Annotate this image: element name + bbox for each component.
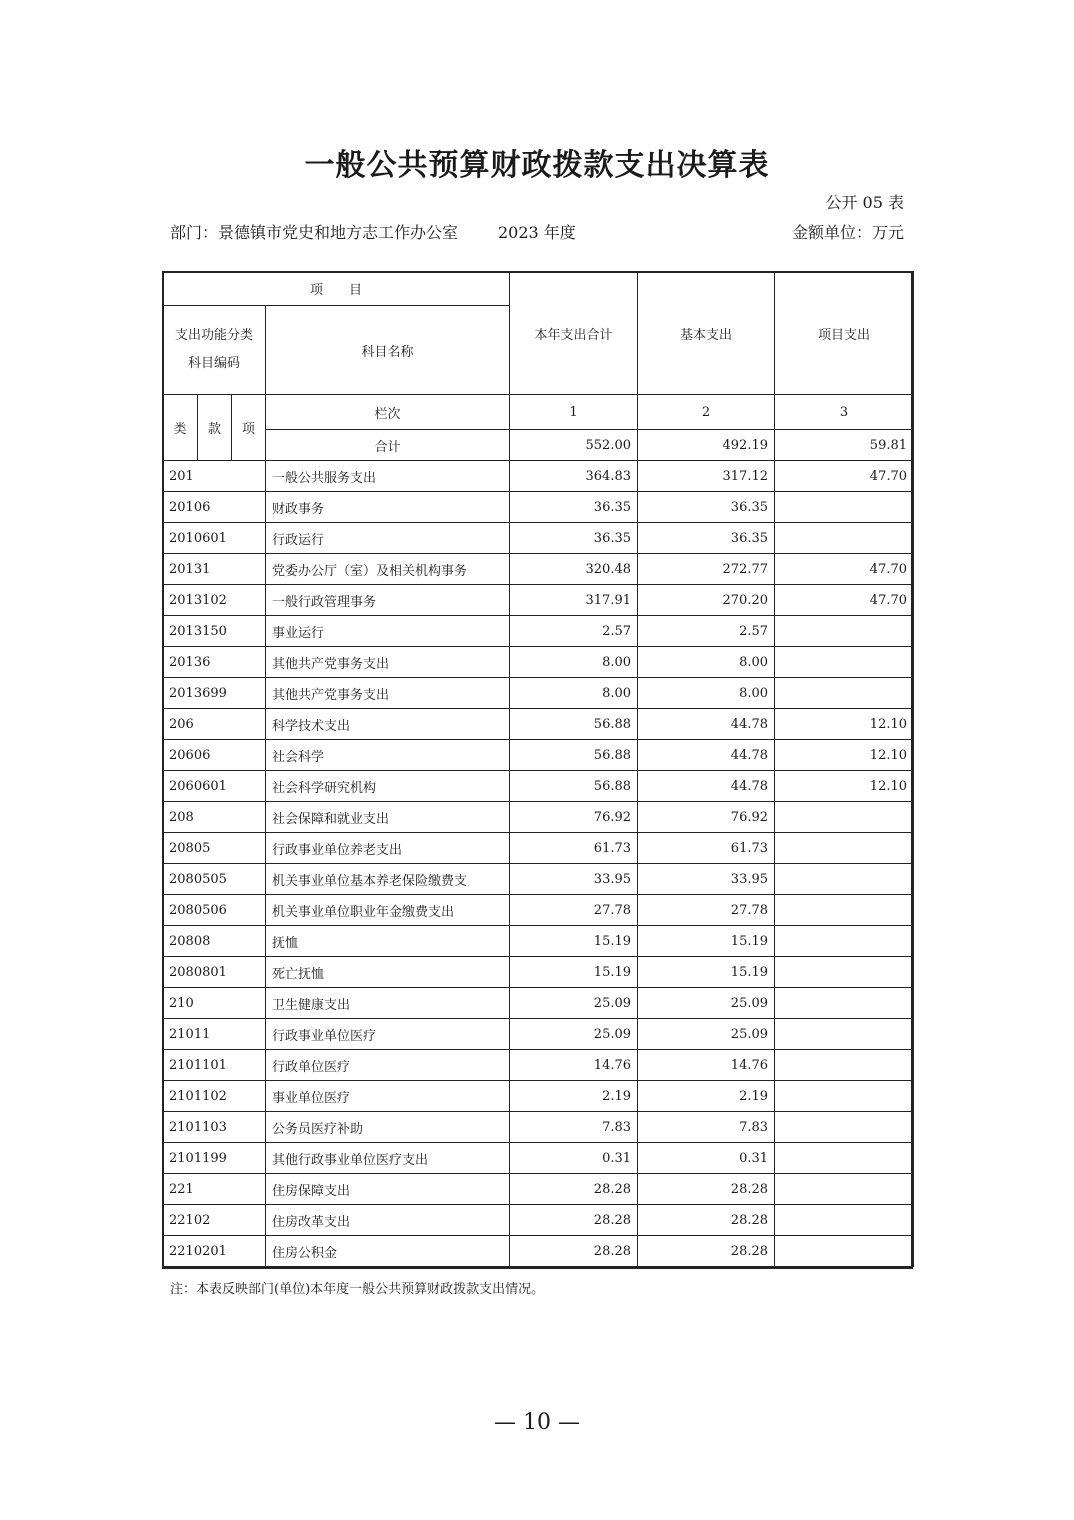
row-project bbox=[775, 802, 914, 833]
row-subject-name: 财政事务 bbox=[266, 492, 510, 523]
row-basic: 8.00 bbox=[638, 678, 775, 709]
row-project bbox=[775, 957, 914, 988]
row-project bbox=[775, 647, 914, 678]
row-project bbox=[775, 833, 914, 864]
row-subject-name: 社会保障和就业支出 bbox=[266, 802, 510, 833]
table-row bbox=[163, 895, 914, 926]
row-basic: 44.78 bbox=[638, 740, 775, 771]
row-total: 27.78 bbox=[510, 895, 638, 926]
header-basic: 基本支出 bbox=[638, 272, 775, 395]
row-code: 201 bbox=[163, 461, 266, 492]
row-code: 2210201 bbox=[163, 1236, 266, 1267]
row-subject-name: 事业单位医疗 bbox=[266, 1081, 510, 1112]
row-code: 2060601 bbox=[163, 771, 266, 802]
row-project bbox=[775, 1236, 914, 1267]
header-col3: 3 bbox=[775, 395, 914, 430]
row-total: 36.35 bbox=[510, 492, 638, 523]
row-basic: 317.12 bbox=[638, 461, 775, 492]
row-code: 2013699 bbox=[163, 678, 266, 709]
row-basic: 15.19 bbox=[638, 926, 775, 957]
row-project: 47.70 bbox=[775, 585, 914, 616]
table-row bbox=[163, 864, 914, 895]
total-row-label: 合计 bbox=[266, 430, 510, 461]
row-code: 22102 bbox=[163, 1205, 266, 1236]
table-row bbox=[163, 585, 914, 616]
row-project bbox=[775, 864, 914, 895]
row-total: 320.48 bbox=[510, 554, 638, 585]
row-subject-name: 卫生健康支出 bbox=[266, 988, 510, 1019]
row-basic: 25.09 bbox=[638, 1019, 775, 1050]
row-basic: 27.78 bbox=[638, 895, 775, 926]
row-subject-name: 其他行政事业单位医疗支出 bbox=[266, 1143, 510, 1174]
header-col2: 2 bbox=[638, 395, 775, 430]
row-code: 20136 bbox=[163, 647, 266, 678]
row-total: 317.91 bbox=[510, 585, 638, 616]
table-row bbox=[163, 1050, 914, 1081]
row-subject-name: 科学技术支出 bbox=[266, 709, 510, 740]
table-row bbox=[163, 554, 914, 585]
row-subject-name: 机关事业单位基本养老保险缴费支 bbox=[266, 864, 510, 895]
table-row bbox=[163, 1205, 914, 1236]
table-row bbox=[163, 1143, 914, 1174]
table-row bbox=[163, 461, 914, 492]
row-subject-name: 死亡抚恤 bbox=[266, 957, 510, 988]
header-xiang: 项 bbox=[232, 395, 266, 461]
row-project bbox=[775, 1112, 914, 1143]
header-project: 项 目 bbox=[163, 272, 510, 306]
row-total: 56.88 bbox=[510, 771, 638, 802]
row-subject-name: 行政单位医疗 bbox=[266, 1050, 510, 1081]
total-row-total: 552.00 bbox=[510, 430, 638, 461]
table-row bbox=[163, 1174, 914, 1205]
row-total: 2.57 bbox=[510, 616, 638, 647]
row-total: 8.00 bbox=[510, 678, 638, 709]
row-code: 20131 bbox=[163, 554, 266, 585]
row-subject-name: 机关事业单位职业年金缴费支出 bbox=[266, 895, 510, 926]
row-code: 2080505 bbox=[163, 864, 266, 895]
row-total: 25.09 bbox=[510, 1019, 638, 1050]
header-lanci: 栏次 bbox=[266, 395, 510, 430]
row-project bbox=[775, 1143, 914, 1174]
table-note: 注：本表反映部门(单位)本年度一般公共预算财政拨款支出情况。 bbox=[170, 1282, 545, 1297]
row-subject-name: 党委办公厅（室）及相关机构事务 bbox=[266, 554, 510, 585]
header-total: 本年支出合计 bbox=[510, 272, 638, 395]
row-subject-name: 住房保障支出 bbox=[266, 1174, 510, 1205]
row-project bbox=[775, 492, 914, 523]
row-code: 2013102 bbox=[163, 585, 266, 616]
row-total: 56.88 bbox=[510, 709, 638, 740]
row-project bbox=[775, 988, 914, 1019]
row-basic: 36.35 bbox=[638, 492, 775, 523]
row-project: 12.10 bbox=[775, 771, 914, 802]
row-subject-name: 社会科学 bbox=[266, 740, 510, 771]
row-project bbox=[775, 523, 914, 554]
row-total: 28.28 bbox=[510, 1236, 638, 1267]
row-code: 2101103 bbox=[163, 1112, 266, 1143]
row-total: 56.88 bbox=[510, 740, 638, 771]
row-total: 61.73 bbox=[510, 833, 638, 864]
row-total: 0.31 bbox=[510, 1143, 638, 1174]
table-row bbox=[163, 523, 914, 554]
row-basic: 36.35 bbox=[638, 523, 775, 554]
row-code: 2080801 bbox=[163, 957, 266, 988]
row-code: 21011 bbox=[163, 1019, 266, 1050]
page-number: — 10 — bbox=[494, 1410, 580, 1435]
row-subject-name: 住房改革支出 bbox=[266, 1205, 510, 1236]
row-subject-name: 公务员医疗补助 bbox=[266, 1112, 510, 1143]
row-code: 20808 bbox=[163, 926, 266, 957]
amount-unit: 金额单位：万元 bbox=[791, 223, 904, 242]
header-function-code: 支出功能分类科目编码 bbox=[163, 306, 266, 395]
expenditure-table bbox=[162, 271, 914, 1267]
row-total: 33.95 bbox=[510, 864, 638, 895]
row-project bbox=[775, 1174, 914, 1205]
row-project bbox=[775, 926, 914, 957]
row-code: 2080506 bbox=[163, 895, 266, 926]
row-basic: 270.20 bbox=[638, 585, 775, 616]
row-code: 208 bbox=[163, 802, 266, 833]
row-basic: 28.28 bbox=[638, 1236, 775, 1267]
row-total: 7.83 bbox=[510, 1112, 638, 1143]
row-subject-name: 行政事业单位医疗 bbox=[266, 1019, 510, 1050]
row-subject-name: 社会科学研究机构 bbox=[266, 771, 510, 802]
table-row bbox=[163, 771, 914, 802]
row-project bbox=[775, 895, 914, 926]
row-project bbox=[775, 1050, 914, 1081]
row-total: 14.76 bbox=[510, 1050, 638, 1081]
header-lei: 类 bbox=[163, 395, 198, 461]
row-subject-name: 其他共产党事务支出 bbox=[266, 678, 510, 709]
row-basic: 76.92 bbox=[638, 802, 775, 833]
table-row bbox=[163, 492, 914, 523]
row-basic: 33.95 bbox=[638, 864, 775, 895]
row-total: 25.09 bbox=[510, 988, 638, 1019]
row-subject-name: 住房公积金 bbox=[266, 1236, 510, 1267]
row-project bbox=[775, 1019, 914, 1050]
row-total: 28.28 bbox=[510, 1205, 638, 1236]
row-project: 12.10 bbox=[775, 740, 914, 771]
row-basic: 8.00 bbox=[638, 647, 775, 678]
row-project bbox=[775, 1205, 914, 1236]
department-label: 部门：景德镇市党史和地方志工作办公室 bbox=[170, 223, 459, 242]
row-project bbox=[775, 1081, 914, 1112]
row-code: 2010601 bbox=[163, 523, 266, 554]
row-code: 206 bbox=[163, 709, 266, 740]
row-basic: 15.19 bbox=[638, 957, 775, 988]
row-subject-name: 行政事业单位养老支出 bbox=[266, 833, 510, 864]
row-code: 20606 bbox=[163, 740, 266, 771]
table-row bbox=[163, 616, 914, 647]
table-row bbox=[163, 1019, 914, 1050]
header-kuan: 款 bbox=[198, 395, 232, 461]
row-subject-name: 一般公共服务支出 bbox=[266, 461, 510, 492]
table-row bbox=[163, 1112, 914, 1143]
row-total: 76.92 bbox=[510, 802, 638, 833]
row-basic: 44.78 bbox=[638, 709, 775, 740]
row-code: 20805 bbox=[163, 833, 266, 864]
table-row bbox=[163, 926, 914, 957]
row-subject-name: 事业运行 bbox=[266, 616, 510, 647]
row-code: 2101101 bbox=[163, 1050, 266, 1081]
row-basic: 28.28 bbox=[638, 1174, 775, 1205]
row-subject-name: 行政运行 bbox=[266, 523, 510, 554]
row-subject-name: 抚恤 bbox=[266, 926, 510, 957]
table-row bbox=[163, 647, 914, 678]
row-basic: 7.83 bbox=[638, 1112, 775, 1143]
row-code: 221 bbox=[163, 1174, 266, 1205]
fiscal-year: 2023 年度 bbox=[498, 223, 576, 242]
row-code: 2101199 bbox=[163, 1143, 266, 1174]
row-code: 210 bbox=[163, 988, 266, 1019]
row-basic: 2.57 bbox=[638, 616, 775, 647]
table-row bbox=[163, 1081, 914, 1112]
row-project bbox=[775, 678, 914, 709]
table-row bbox=[163, 678, 914, 709]
row-total: 36.35 bbox=[510, 523, 638, 554]
row-total: 364.83 bbox=[510, 461, 638, 492]
row-basic: 28.28 bbox=[638, 1205, 775, 1236]
row-project: 47.70 bbox=[775, 461, 914, 492]
row-code: 2013150 bbox=[163, 616, 266, 647]
table-row bbox=[163, 740, 914, 771]
row-total: 28.28 bbox=[510, 1174, 638, 1205]
row-subject-name: 一般行政管理事务 bbox=[266, 585, 510, 616]
header-col1: 1 bbox=[510, 395, 638, 430]
header-project-expenditure: 项目支出 bbox=[775, 272, 914, 395]
row-project: 47.70 bbox=[775, 554, 914, 585]
row-project bbox=[775, 616, 914, 647]
header-subject-name: 科目名称 bbox=[266, 306, 510, 395]
total-row-project: 59.81 bbox=[775, 430, 914, 461]
table-row bbox=[163, 988, 914, 1019]
row-basic: 14.76 bbox=[638, 1050, 775, 1081]
document-title: 一般公共预算财政拨款支出决算表 bbox=[304, 148, 770, 183]
row-basic: 44.78 bbox=[638, 771, 775, 802]
row-code: 20106 bbox=[163, 492, 266, 523]
row-total: 15.19 bbox=[510, 957, 638, 988]
table-row bbox=[163, 957, 914, 988]
row-basic: 25.09 bbox=[638, 988, 775, 1019]
row-basic: 272.77 bbox=[638, 554, 775, 585]
row-basic: 0.31 bbox=[638, 1143, 775, 1174]
row-code: 2101102 bbox=[163, 1081, 266, 1112]
table-row bbox=[163, 1236, 914, 1267]
form-number: 公开 05 表 bbox=[825, 193, 904, 212]
row-total: 8.00 bbox=[510, 647, 638, 678]
table-row bbox=[163, 709, 914, 740]
row-total: 2.19 bbox=[510, 1081, 638, 1112]
table-row bbox=[163, 802, 914, 833]
row-basic: 2.19 bbox=[638, 1081, 775, 1112]
row-project: 12.10 bbox=[775, 709, 914, 740]
row-subject-name: 其他共产党事务支出 bbox=[266, 647, 510, 678]
total-row-basic: 492.19 bbox=[638, 430, 775, 461]
row-basic: 61.73 bbox=[638, 833, 775, 864]
row-total: 15.19 bbox=[510, 926, 638, 957]
table-row bbox=[163, 833, 914, 864]
